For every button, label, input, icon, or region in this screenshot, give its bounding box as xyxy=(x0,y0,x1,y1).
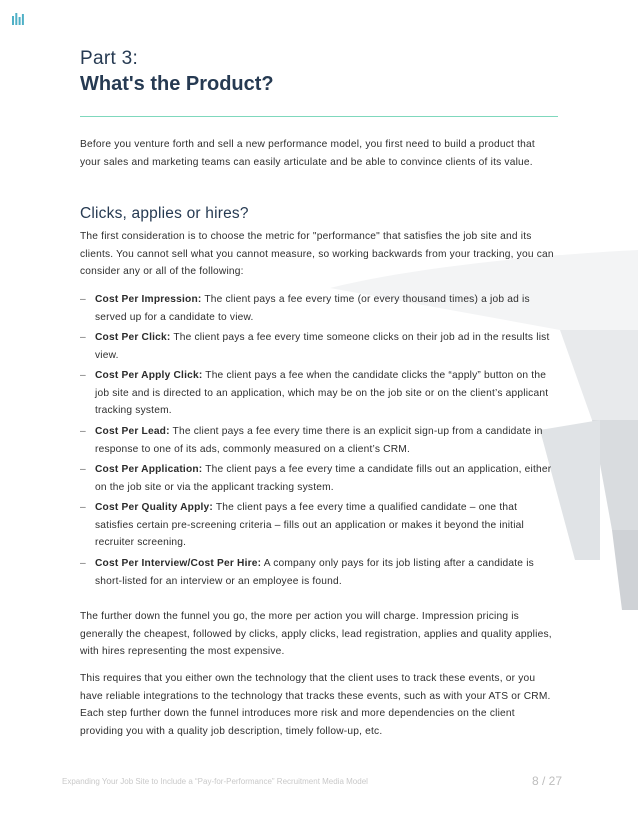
section-heading: Clicks, applies or hires? xyxy=(80,205,249,222)
list-item-term: Cost Per Apply Click: xyxy=(95,370,203,381)
list-item xyxy=(80,367,558,419)
list-item xyxy=(80,423,558,457)
dash-bullet-icon: – xyxy=(80,332,86,343)
page-footer xyxy=(62,776,562,790)
list-item-term: Cost Per Quality Apply: xyxy=(95,502,214,513)
list-item xyxy=(80,499,558,551)
list-item-text: The client pays a fee every time someone clicks on their job ad in the results list view. xyxy=(95,332,550,361)
list-item-term: Cost Per Interview/Cost Per Hire: xyxy=(95,558,262,569)
dash-bullet-icon: – xyxy=(80,294,86,305)
list-item-text: The client pays a fee every time there is an explicit sign-up from a candidate in response to one of its ads, commonly measured on a client’s CRM. xyxy=(95,426,543,455)
intro-paragraph: Before you venture forth and sell a new performance model, you first need to build a product that your sales and marketing teams can easily articulate and be able to convince clients of its value. xyxy=(80,139,535,168)
page-number: 8 / 27 xyxy=(531,774,562,788)
funnel-band-2 xyxy=(560,330,638,420)
list-item-term: Cost Per Lead: xyxy=(95,426,170,437)
list-item-text: The client pays a fee every time a qualified candidate – one that satisfies certain pre-screening criteria – fills out an application or makes it beyond the initial recruiter screening. xyxy=(95,502,524,548)
list-item-text: The client pays a fee every time a candidate fills out an application, either on the job site or via the applicant tracking system. xyxy=(95,464,552,493)
page-title: What's the Product? xyxy=(80,73,274,95)
list-item-term: Cost Per Impression: xyxy=(95,294,202,305)
list-item-term: Cost Per Click: xyxy=(95,332,171,343)
dash-bullet-icon: – xyxy=(80,464,86,475)
list-item-text: The client pays a fee when the candidate clicks the “apply” button on the job site and is directed to an application, which may be on the job site or on the client’s applicant tracking system. xyxy=(95,370,549,416)
list-item-text: A company only pays for its job listing after a candidate is short-listed for an interview or an employee is found. xyxy=(95,558,534,587)
list-item xyxy=(80,461,558,495)
dash-bullet-icon: – xyxy=(80,426,86,437)
technology-paragraph: This requires that you either own the technology that the client uses to track these events, or you have reliable integrations to the technology that tracks these events, such as with your ATS or CRM. Each step further down the funnel introduces more risk and more dependencies on the client providing you with a quality job description, timely follow-up, etc. xyxy=(80,673,551,737)
funnel-pricing-paragraph: The further down the funnel you go, the more per action you will charge. Impression pricing is generally the cheapest, followed by clicks, apply clicks, lead registration, applies and quality applies, with hires representing the most expensive. xyxy=(80,611,552,657)
list-item xyxy=(80,291,558,325)
list-item xyxy=(80,555,558,589)
footer-document-title: Expanding Your Job Site to Include a “Pay-for-Performance” Recruitment Media Model xyxy=(62,777,368,786)
section-lead-paragraph: The first consideration is to choose the metric for "performance" that satisfies the job site and its clients. You cannot sell what you cannot measure, so working backwards from your tracking, you can consider any or all of the following: xyxy=(80,231,554,277)
dash-bullet-icon: – xyxy=(80,370,86,381)
dash-bullet-icon: – xyxy=(80,558,86,569)
list-item xyxy=(80,329,558,363)
list-item-term: Cost Per Application: xyxy=(95,464,203,475)
brand-logo xyxy=(12,12,24,30)
dash-bullet-icon: – xyxy=(80,502,86,513)
funnel-band-4 xyxy=(612,530,638,610)
metrics-list xyxy=(80,291,558,589)
list-item-text: The client pays a fee every time (or every thousand times) a job ad is served up for a candidate to view. xyxy=(95,294,530,323)
part-label: Part 3: xyxy=(80,48,139,69)
title-divider xyxy=(80,116,558,117)
bar-chart-logo-icon xyxy=(12,13,24,25)
